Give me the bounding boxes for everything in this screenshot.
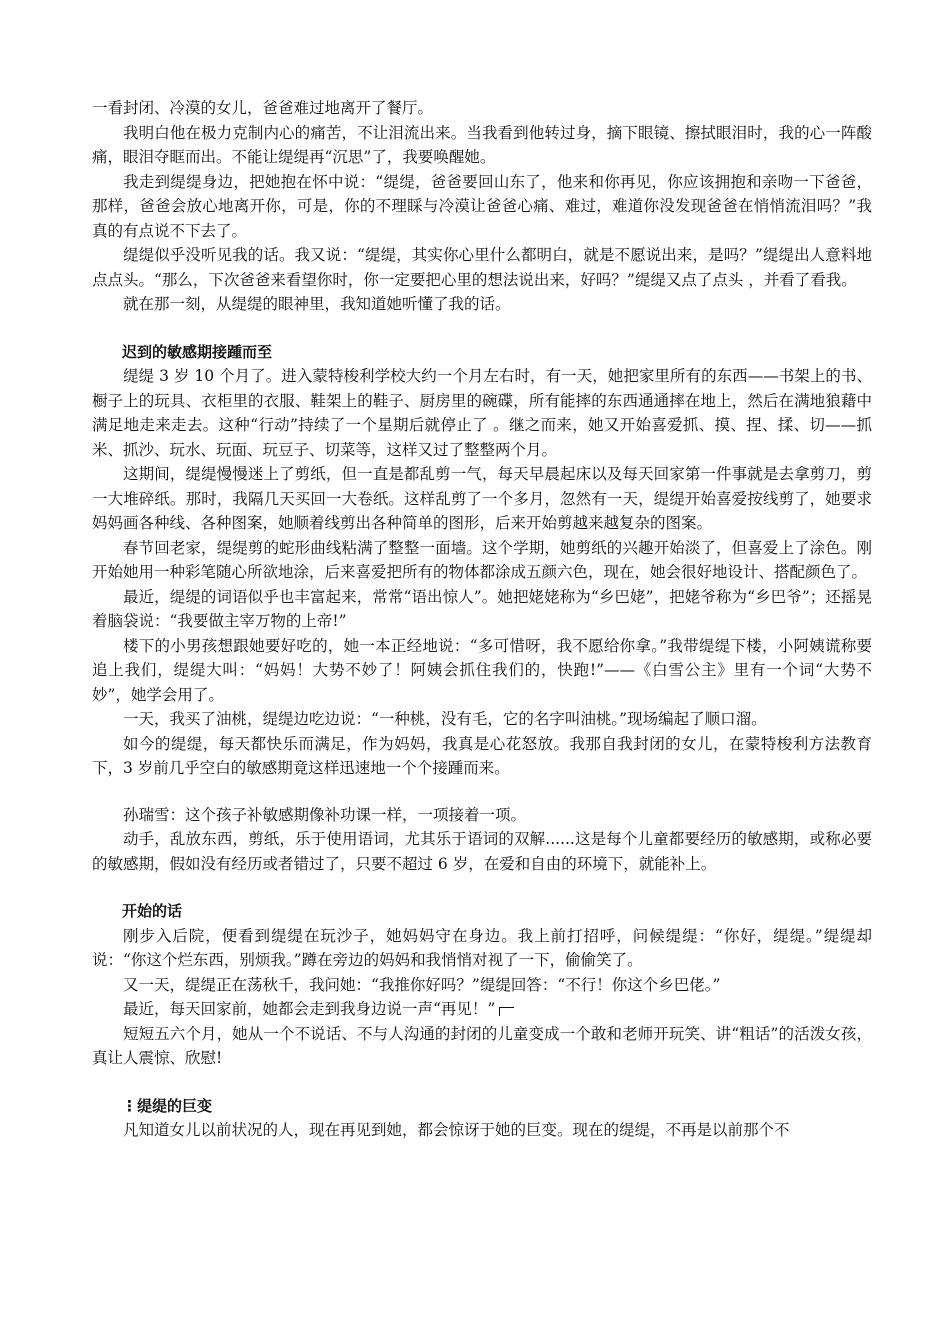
spacer <box>92 1071 872 1094</box>
section-heading: 开始的话 <box>122 902 183 920</box>
spacer <box>92 876 872 899</box>
paragraph: 刚步入后院，便看到缇缇在玩沙子，她妈妈守在身边。我上前打招呼，问候缇缇：“你好，缇缇。”缇缇却说：“你这个烂东西，别烦我。”蹲在旁边的妈妈和我悄悄对视了一下，偷偷笑了。 <box>92 926 872 969</box>
paragraph: 凡知道女儿以前状况的人，现在再见到她，都会惊讶于她的巨变。现在的缇缇，不再是以前那个不 <box>123 1121 790 1139</box>
paragraph-text: 最近，每天回家前，她都会走到我身边说一声“再见！” <box>123 1000 496 1018</box>
paragraph: 如今的缇缇，每天都快乐而满足，作为妈妈，我真是心花怒放。我那自我封闭的女儿，在蒙特梭利方法教育下，3 岁前几乎空白的敏感期竟这样迅速地一个个接踵而来。 <box>92 734 872 777</box>
commentary-paragraph: 孙瑞雪：这个孩子补敏感期像补功课一样，一项接着一项。 <box>123 805 527 824</box>
document-page <box>92 96 872 1143</box>
section-heading: ⋮缇缇的巨变 <box>122 1096 213 1115</box>
paragraph: 我明白他在极力克制内心的痛苦，不让泪流出来。当我看到他转过身，摘下眼镜、擦拭眼泪时，我的心一阵酸痛，眼泪夺眶而出。不能让缇缇再“沉思”了，我要唤醒她。 <box>92 123 872 166</box>
paragraph: 一看封闭、冷漠的女儿，爸爸难过地离开了餐厅。 <box>92 99 434 117</box>
spacer <box>92 317 872 340</box>
paragraph: 短短五六个月，她从一个不说话、不与人沟通的封闭的儿童变成一个敢和老师开玩笑、讲“粗话”的活泼女孩，真让人震惊、欣慰! <box>92 1024 872 1067</box>
paragraph: 缇缇似乎没听见我的话。我又说：“缇缇，其实你心里什么都明白，就是不愿说出来，是吗？”缇缇出人意料地点点头。“那么，下次爸爸来看望你时，你一定要把心里的想法说出来，好吗？”缇缇又点了点头 ，并看了看我。 <box>92 246 872 289</box>
paragraph: 又一天，缇缇正在荡秋千，我问她：“我推你好吗？”缇缇回答：“不行！你这个乡巴佬。” <box>123 975 721 994</box>
paragraph: 春节回老家，缇缇剪的蛇形曲线粘满了整整一面墙。这个学期，她剪纸的兴趣开始淡了，但喜爱上了涂色。刚开始她用一种彩笔随心所欲地涂，后来喜爱把所有的物体都涂成五颜六色，现在，她会很好地设计、搭配颜色了。 <box>92 538 872 581</box>
commentary-paragraph: 动手，乱放东西，剪纸，乐于使用语词，尤其乐于语词的双解......这是每个儿童都要经历的敏感期，或称必要的敏感期，假如没有经历或者错过了，只要不超过 6 岁，在爱和自由的环境下，就能补上。 <box>92 830 872 873</box>
section-heading: 迟到的敏感期接踵而至 <box>122 342 273 361</box>
paragraph: 一天，我买了油桃，缇缇边吃边说：“一种桃，没有毛，它的名字叫油桃。”现场编起了顺口溜。 <box>123 710 767 728</box>
paragraph: 我走到缇缇身边，把她抱在怀中说：“缇缇，爸爸要回山东了，他来和你再见，你应该拥抱和亲吻一下爸爸，那样，爸爸会放心地离开你，可是，你的不理睬与冷漠让爸爸心痛、难过，难道你没发现爸爸在悄悄流泪吗？”我真的有点说不下去了。 <box>92 172 872 240</box>
paragraph: 这期间，缇缇慢慢迷上了剪纸，但一直是都乱剪一气，每天早晨起床以及每天回家第一件事就是去拿剪刀，剪一大堆碎纸。那时，我隔几天买回一大卷纸。这样乱剪了一个多月，忽然有一天，缇缇开始喜爱按线剪了，她要求妈妈画各种线、各种图案，她顺着线剪出各种简单的图形，后来开始剪越来越复杂的图案。 <box>92 465 872 532</box>
paragraph: 缇缇 3 岁 10 个月了。进入蒙特梭利学校大约一个月左右时，有一天，她把家里所有的东西——书架上的书、橱子上的玩具、衣柜里的衣服、鞋架上的鞋子、厨房里的碗碟，所有能摔的东西通通摔在地上，然后在满地狼藉中满足地走来走去。这种“行动”持续了一个星期后就停止了 。继之而来，她又开始喜爱抓、摸、捏、揉、切——抓米、抓沙、玩水、玩面、玩豆子、切菜等，这样又过了整整两个月。 <box>92 367 872 459</box>
paragraph <box>92 997 872 1022</box>
spacer <box>92 781 872 803</box>
corner-mark-icon <box>499 1007 514 1016</box>
paragraph: 就在那一刻，从缇缇的眼神里，我知道她听懂了我的话。 <box>123 295 511 313</box>
paragraph: 最近，缇缇的词语似乎也丰富起来，常常“语出惊人”。她把姥姥称为“乡巴姥”，把姥爷称为“乡巴爷”；还摇晃着脑袋说：“我要做主宰万物的上帝!” <box>92 587 872 630</box>
paragraph: 楼下的小男孩想跟她要好吃的，她一本正经地说：“多可惜呀，我不愿给你拿。”我带缇缇下楼，小阿姨谎称要追上我们，缇缇大叫：“妈妈！大势不妙了！阿姨会抓住我们的，快跑!”——《白雪公主》里有一个词“大势不妙”，她学会用了。 <box>92 636 872 704</box>
